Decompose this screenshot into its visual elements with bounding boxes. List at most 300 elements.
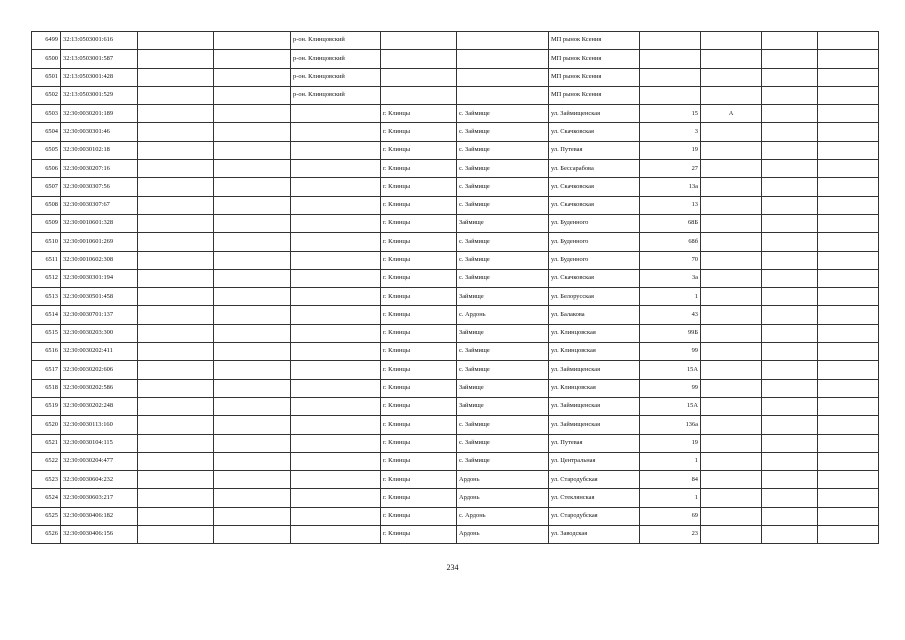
cell-cadastral-number: 32:30:0030307:56: [61, 178, 138, 196]
cell-district: [291, 141, 381, 159]
cell-col-11: [762, 160, 818, 178]
cell-district: [291, 452, 381, 470]
cell-street: ул. Займищенская: [549, 361, 640, 379]
cell-settlement: [457, 86, 549, 104]
cell-blank: [818, 526, 879, 544]
cell-district: [291, 196, 381, 214]
register-table: [31, 31, 879, 544]
cell-settlement: с. Займище: [457, 434, 549, 452]
cell-col-4: [214, 160, 291, 178]
cell-district: [291, 233, 381, 251]
cell-house-number: [640, 32, 701, 50]
cell-col-4: [214, 141, 291, 159]
cell-city: г. Клинцы: [381, 123, 457, 141]
page-number: 234: [446, 563, 459, 572]
cell-street: ул. Буденного: [549, 251, 640, 269]
cell-city: г. Клинцы: [381, 397, 457, 415]
cell-col-11: [762, 306, 818, 324]
cell-col-11: [762, 233, 818, 251]
cell-district: [291, 507, 381, 525]
cell-city: г. Клинцы: [381, 379, 457, 397]
cell-district: [291, 397, 381, 415]
cell-settlement: Ардонь: [457, 489, 549, 507]
cell-col-4: [214, 379, 291, 397]
cell-city: г. Клинцы: [381, 251, 457, 269]
cell-building: [701, 123, 762, 141]
cell-city: г. Клинцы: [381, 105, 457, 123]
cell-house-number: 68б: [640, 233, 701, 251]
cell-house-number: 15: [640, 105, 701, 123]
cell-blank: [818, 86, 879, 104]
cell-district: [291, 361, 381, 379]
cell-settlement: с. Ардонь: [457, 306, 549, 324]
cell-building: [701, 68, 762, 86]
cell-blank: [818, 452, 879, 470]
cell-cadastral-number: 32:30:0030204:477: [61, 452, 138, 470]
cell-city: г. Клинцы: [381, 452, 457, 470]
cell-cadastral-number: 32:30:0030604:232: [61, 471, 138, 489]
cell-city: г. Клинцы: [381, 416, 457, 434]
cell-cadastral-number: 32:30:0030113:160: [61, 416, 138, 434]
cell-district: [291, 178, 381, 196]
cell-district: [291, 434, 381, 452]
cell-district: [291, 324, 381, 342]
cell-col-3: [138, 379, 214, 397]
cell-blank: [818, 416, 879, 434]
cell-street: ул. Клинцовская: [549, 324, 640, 342]
cell-row-number: 6524: [32, 489, 61, 507]
cell-building: [701, 361, 762, 379]
cell-building: [701, 489, 762, 507]
cell-building: А: [701, 105, 762, 123]
cell-settlement: [457, 32, 549, 50]
cell-house-number: 99: [640, 379, 701, 397]
table-row: [32, 86, 879, 104]
cell-row-number: 6520: [32, 416, 61, 434]
cell-col-4: [214, 214, 291, 232]
cell-district: [291, 526, 381, 544]
table-row: [32, 471, 879, 489]
cell-col-3: [138, 288, 214, 306]
cell-house-number: 99Б: [640, 324, 701, 342]
cell-house-number: 15А: [640, 397, 701, 415]
cell-city: г. Клинцы: [381, 507, 457, 525]
cell-col-4: [214, 397, 291, 415]
cell-cadastral-number: 32:13:0503001:616: [61, 32, 138, 50]
table-row: [32, 288, 879, 306]
cell-col-4: [214, 361, 291, 379]
cell-building: [701, 288, 762, 306]
cell-city: г. Клинцы: [381, 233, 457, 251]
cell-cadastral-number: 32:30:0030501:458: [61, 288, 138, 306]
cell-street: МП рынок Ксения: [549, 86, 640, 104]
cell-settlement: Займище: [457, 288, 549, 306]
cell-col-4: [214, 489, 291, 507]
cell-settlement: с. Займище: [457, 452, 549, 470]
cell-district: [291, 251, 381, 269]
cell-row-number: 6507: [32, 178, 61, 196]
table-row: [32, 123, 879, 141]
cell-street: ул. Путевая: [549, 434, 640, 452]
table-row: [32, 489, 879, 507]
cell-house-number: 23: [640, 526, 701, 544]
cell-cadastral-number: 32:13:0503001:587: [61, 50, 138, 68]
cell-house-number: 99: [640, 343, 701, 361]
cell-district: [291, 214, 381, 232]
cell-district: р-он. Клинцовский: [291, 86, 381, 104]
cell-settlement: с. Займище: [457, 196, 549, 214]
cell-blank: [818, 507, 879, 525]
cell-col-4: [214, 452, 291, 470]
cell-blank: [818, 471, 879, 489]
cell-street: ул. Стеклянская: [549, 489, 640, 507]
cell-district: [291, 123, 381, 141]
cell-building: [701, 471, 762, 489]
cell-row-number: 6515: [32, 324, 61, 342]
cell-settlement: с. Займище: [457, 361, 549, 379]
cell-col-4: [214, 306, 291, 324]
cell-building: [701, 452, 762, 470]
cell-house-number: 1: [640, 489, 701, 507]
cell-col-3: [138, 50, 214, 68]
cell-house-number: 1: [640, 452, 701, 470]
cell-settlement: [457, 50, 549, 68]
cell-cadastral-number: 32:30:0010602:308: [61, 251, 138, 269]
cell-col-4: [214, 50, 291, 68]
cell-house-number: 27: [640, 160, 701, 178]
cell-building: [701, 196, 762, 214]
cell-settlement: Займище: [457, 324, 549, 342]
cell-cadastral-number: 32:30:0010601:328: [61, 214, 138, 232]
cell-building: [701, 86, 762, 104]
cell-city: [381, 68, 457, 86]
cell-street: ул. Заводская: [549, 526, 640, 544]
cell-col-11: [762, 324, 818, 342]
table-row: [32, 397, 879, 415]
cell-settlement: Ардонь: [457, 526, 549, 544]
cell-building: [701, 50, 762, 68]
cell-city: г. Клинцы: [381, 526, 457, 544]
cell-row-number: 6505: [32, 141, 61, 159]
cell-cadastral-number: 32:30:0030301:194: [61, 269, 138, 287]
cell-building: [701, 251, 762, 269]
cell-street: МП рынок Ксения: [549, 68, 640, 86]
cell-street: ул. Скачковская: [549, 178, 640, 196]
cell-street: ул. Скачковская: [549, 269, 640, 287]
cell-cadastral-number: 32:30:0010601:269: [61, 233, 138, 251]
cell-building: [701, 324, 762, 342]
cell-blank: [818, 397, 879, 415]
cell-street: ул. Центральная: [549, 452, 640, 470]
cell-col-3: [138, 269, 214, 287]
cell-district: [291, 343, 381, 361]
cell-cadastral-number: 32:30:0030406:156: [61, 526, 138, 544]
cell-col-3: [138, 105, 214, 123]
cell-col-3: [138, 397, 214, 415]
cell-blank: [818, 32, 879, 50]
cell-house-number: 13: [640, 196, 701, 214]
cell-building: [701, 178, 762, 196]
cell-cadastral-number: 32:30:0030104:115: [61, 434, 138, 452]
cell-row-number: 6516: [32, 343, 61, 361]
cell-city: г. Клинцы: [381, 196, 457, 214]
cell-city: г. Клинцы: [381, 324, 457, 342]
cell-city: [381, 50, 457, 68]
cell-cadastral-number: 32:13:0503001:529: [61, 86, 138, 104]
cell-col-11: [762, 141, 818, 159]
cell-col-3: [138, 306, 214, 324]
cell-col-3: [138, 32, 214, 50]
cell-blank: [818, 214, 879, 232]
cell-city: г. Клинцы: [381, 269, 457, 287]
cell-street: ул. Скачковская: [549, 196, 640, 214]
table-row: [32, 50, 879, 68]
cell-house-number: 84: [640, 471, 701, 489]
cell-blank: [818, 178, 879, 196]
cell-district: [291, 306, 381, 324]
cell-col-4: [214, 196, 291, 214]
cell-city: г. Клинцы: [381, 214, 457, 232]
cell-house-number: 19: [640, 434, 701, 452]
cell-col-11: [762, 251, 818, 269]
cell-cadastral-number: 32:13:0503001:428: [61, 68, 138, 86]
cell-col-11: [762, 214, 818, 232]
cell-col-3: [138, 507, 214, 525]
cell-col-3: [138, 233, 214, 251]
cell-house-number: 3: [640, 123, 701, 141]
cell-city: г. Клинцы: [381, 160, 457, 178]
cell-settlement: с. Ардонь: [457, 507, 549, 525]
cell-blank: [818, 489, 879, 507]
cell-building: [701, 397, 762, 415]
cell-blank: [818, 306, 879, 324]
cell-street: ул. Стародубская: [549, 471, 640, 489]
cell-col-4: [214, 233, 291, 251]
cell-settlement: с. Займище: [457, 160, 549, 178]
register-table-body: [32, 32, 879, 544]
cell-col-4: [214, 68, 291, 86]
table-row: [32, 306, 879, 324]
cell-col-11: [762, 288, 818, 306]
cell-col-11: [762, 526, 818, 544]
cell-col-11: [762, 68, 818, 86]
cell-col-3: [138, 452, 214, 470]
cell-district: р-он. Клинцовский: [291, 50, 381, 68]
cell-building: [701, 416, 762, 434]
cell-building: [701, 214, 762, 232]
cell-row-number: 6517: [32, 361, 61, 379]
cell-col-11: [762, 343, 818, 361]
cell-row-number: 6504: [32, 123, 61, 141]
cell-house-number: 1: [640, 288, 701, 306]
cell-street: ул. Займищенская: [549, 397, 640, 415]
cell-building: [701, 507, 762, 525]
table-row: [32, 196, 879, 214]
cell-settlement: с. Займище: [457, 343, 549, 361]
cell-building: [701, 160, 762, 178]
cell-settlement: Ардонь: [457, 471, 549, 489]
cell-blank: [818, 251, 879, 269]
cell-col-11: [762, 489, 818, 507]
cell-blank: [818, 233, 879, 251]
cell-row-number: 6501: [32, 68, 61, 86]
cell-blank: [818, 361, 879, 379]
cell-blank: [818, 50, 879, 68]
cell-col-3: [138, 526, 214, 544]
cell-street: ул. Буденного: [549, 233, 640, 251]
cell-col-4: [214, 288, 291, 306]
cell-building: [701, 269, 762, 287]
cell-row-number: 6522: [32, 452, 61, 470]
cell-blank: [818, 288, 879, 306]
cell-cadastral-number: 32:30:0030201:189: [61, 105, 138, 123]
cell-row-number: 6518: [32, 379, 61, 397]
cell-row-number: 6513: [32, 288, 61, 306]
table-row: [32, 507, 879, 525]
cell-cadastral-number: 32:30:0030603:217: [61, 489, 138, 507]
cell-settlement: Займище: [457, 214, 549, 232]
cell-house-number: 3а: [640, 269, 701, 287]
cell-city: [381, 86, 457, 104]
cell-col-4: [214, 123, 291, 141]
cell-settlement: с. Займище: [457, 416, 549, 434]
table-row: [32, 526, 879, 544]
cell-building: [701, 343, 762, 361]
cell-col-4: [214, 471, 291, 489]
cell-col-4: [214, 32, 291, 50]
cell-street: ул. Клинцовская: [549, 343, 640, 361]
cell-street: ул. Стародубская: [549, 507, 640, 525]
table-row: [32, 324, 879, 342]
cell-street: ул. Путевая: [549, 141, 640, 159]
cell-house-number: 43: [640, 306, 701, 324]
cell-city: г. Клинцы: [381, 288, 457, 306]
cell-col-4: [214, 507, 291, 525]
cell-cadastral-number: 32:30:0030701:137: [61, 306, 138, 324]
table-row: [32, 269, 879, 287]
cell-settlement: [457, 68, 549, 86]
cell-col-3: [138, 361, 214, 379]
cell-building: [701, 32, 762, 50]
cell-district: [291, 379, 381, 397]
cell-col-3: [138, 324, 214, 342]
cell-blank: [818, 196, 879, 214]
table-row: [32, 379, 879, 397]
cell-row-number: 6499: [32, 32, 61, 50]
table-row: [32, 160, 879, 178]
cell-col-11: [762, 32, 818, 50]
cell-cadastral-number: 32:30:0030203:300: [61, 324, 138, 342]
cell-col-11: [762, 50, 818, 68]
cell-col-3: [138, 141, 214, 159]
cell-district: р-он. Клинцовский: [291, 32, 381, 50]
cell-col-11: [762, 379, 818, 397]
cell-row-number: 6511: [32, 251, 61, 269]
cell-house-number: [640, 50, 701, 68]
cell-city: г. Клинцы: [381, 178, 457, 196]
cell-city: г. Клинцы: [381, 434, 457, 452]
cell-district: [291, 489, 381, 507]
cell-cadastral-number: 32:30:0030207:16: [61, 160, 138, 178]
cell-col-11: [762, 123, 818, 141]
cell-district: [291, 288, 381, 306]
cell-cadastral-number: 32:30:0030202:586: [61, 379, 138, 397]
cell-district: [291, 269, 381, 287]
cell-col-4: [214, 178, 291, 196]
cell-street: ул. Бессарабова: [549, 160, 640, 178]
cell-col-4: [214, 416, 291, 434]
cell-settlement: Займище: [457, 397, 549, 415]
cell-house-number: [640, 86, 701, 104]
table-row: [32, 214, 879, 232]
cell-district: [291, 416, 381, 434]
cell-col-11: [762, 361, 818, 379]
cell-city: г. Клинцы: [381, 471, 457, 489]
table-row: [32, 416, 879, 434]
cell-district: р-он. Клинцовский: [291, 68, 381, 86]
cell-city: г. Клинцы: [381, 306, 457, 324]
cell-street: ул. Займищенская: [549, 105, 640, 123]
cell-row-number: 6503: [32, 105, 61, 123]
cell-col-3: [138, 196, 214, 214]
cell-cadastral-number: 32:30:0030102:18: [61, 141, 138, 159]
cell-settlement: с. Займище: [457, 251, 549, 269]
cell-col-3: [138, 489, 214, 507]
table-row: [32, 32, 879, 50]
cell-col-4: [214, 269, 291, 287]
cell-col-3: [138, 86, 214, 104]
cell-col-11: [762, 178, 818, 196]
cell-row-number: 6508: [32, 196, 61, 214]
cell-blank: [818, 141, 879, 159]
table-row: [32, 178, 879, 196]
cell-cadastral-number: 32:30:0030307:67: [61, 196, 138, 214]
cell-building: [701, 434, 762, 452]
cell-house-number: 69: [640, 507, 701, 525]
cell-street: ул. Белорусская: [549, 288, 640, 306]
cell-col-3: [138, 160, 214, 178]
table-row: [32, 105, 879, 123]
cell-col-11: [762, 269, 818, 287]
cell-city: г. Клинцы: [381, 343, 457, 361]
cell-row-number: 6521: [32, 434, 61, 452]
cell-col-11: [762, 507, 818, 525]
cell-col-11: [762, 105, 818, 123]
cell-cadastral-number: 32:30:0030406:182: [61, 507, 138, 525]
cell-district: [291, 160, 381, 178]
cell-city: г. Клинцы: [381, 489, 457, 507]
cell-street: ул. Буденного: [549, 214, 640, 232]
cell-col-11: [762, 452, 818, 470]
cell-col-4: [214, 105, 291, 123]
cell-settlement: с. Займище: [457, 269, 549, 287]
table-row: [32, 141, 879, 159]
table-row: [32, 343, 879, 361]
cell-blank: [818, 269, 879, 287]
cell-col-4: [214, 324, 291, 342]
cell-col-3: [138, 123, 214, 141]
cell-blank: [818, 160, 879, 178]
cell-cadastral-number: 32:30:0030301:46: [61, 123, 138, 141]
cell-blank: [818, 105, 879, 123]
cell-col-3: [138, 471, 214, 489]
cell-col-4: [214, 526, 291, 544]
table-row: [32, 434, 879, 452]
cell-row-number: 6526: [32, 526, 61, 544]
cell-row-number: 6509: [32, 214, 61, 232]
cell-col-11: [762, 196, 818, 214]
cell-building: [701, 141, 762, 159]
